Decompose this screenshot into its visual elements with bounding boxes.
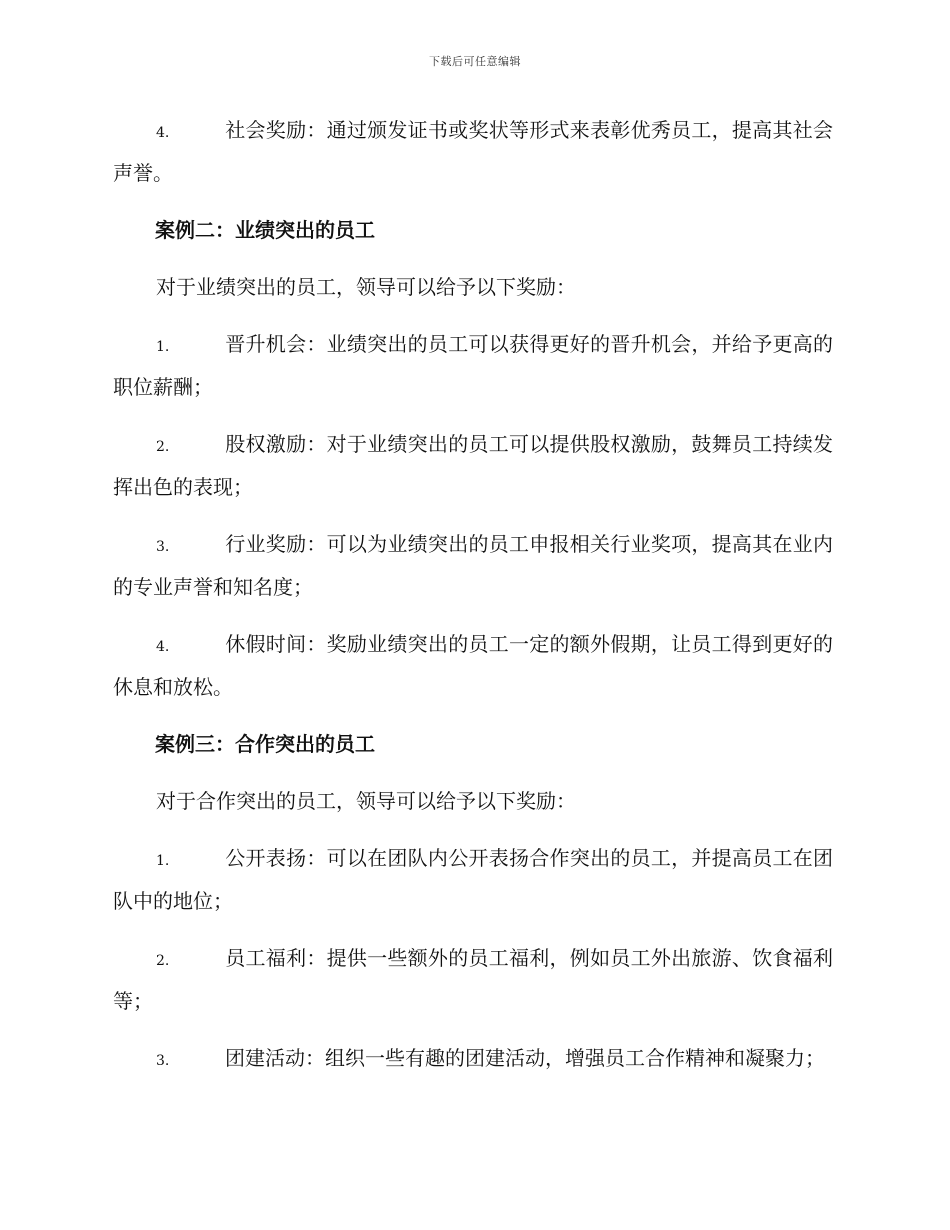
list-item [113, 624, 833, 707]
section-intro: 对于业绩突出的员工，领导可以给予以下奖励： [156, 275, 576, 299]
list-item [113, 110, 833, 193]
list-item [113, 524, 833, 607]
list-item-text: 休假时间：奖励业绩突出的员工一定的额外假期，让员工得到更好的休息和放松。 [113, 632, 833, 699]
list-number: 4. [156, 639, 170, 655]
list-item-text: 团建活动：组织一些有趣的团建活动，增强员工合作精神和凝聚力； [225, 1046, 825, 1070]
section-intro: 对于合作突出的员工，领导可以给予以下奖励： [156, 789, 576, 813]
list-item [113, 1038, 833, 1081]
list-item-text: 公开表扬：可以在团队内公开表扬合作突出的员工，并提高员工在团队中的地位； [113, 846, 833, 913]
list-item [113, 938, 833, 1021]
document-body [113, 110, 833, 1098]
list-number: 3. [156, 539, 170, 555]
section-heading-case-3: 案例三：合作突出的员工 [155, 732, 375, 756]
page-header-note: 下载后可任意编辑 [429, 55, 521, 68]
list-item [113, 424, 833, 507]
list-number: 3. [156, 1053, 170, 1069]
list-item [113, 838, 833, 921]
section-heading-case-2: 案例二：业绩突出的员工 [155, 218, 375, 242]
list-item-text: 员工福利：提供一些额外的员工福利，例如员工外出旅游、饮食福利等； [113, 946, 833, 1013]
list-item-text: 晋升机会：业绩突出的员工可以获得更好的晋升机会，并给予更高的职位薪酬； [113, 332, 833, 399]
list-item-text: 行业奖励：可以为业绩突出的员工申报相关行业奖项，提高其在业内的专业声誉和知名度； [113, 532, 833, 599]
list-item-text: 股权激励：对于业绩突出的员工可以提供股权激励，鼓舞员工持续发挥出色的表现； [113, 432, 833, 499]
list-item [113, 324, 833, 407]
list-item-text: 社会奖励：通过颁发证书或奖状等形式来表彰优秀员工，提高其社会声誉。 [113, 118, 833, 185]
list-number: 2. [156, 953, 170, 969]
list-number: 1. [156, 339, 170, 355]
list-number: 4. [156, 125, 170, 141]
list-number: 2. [156, 439, 170, 455]
list-number: 1. [156, 853, 170, 869]
